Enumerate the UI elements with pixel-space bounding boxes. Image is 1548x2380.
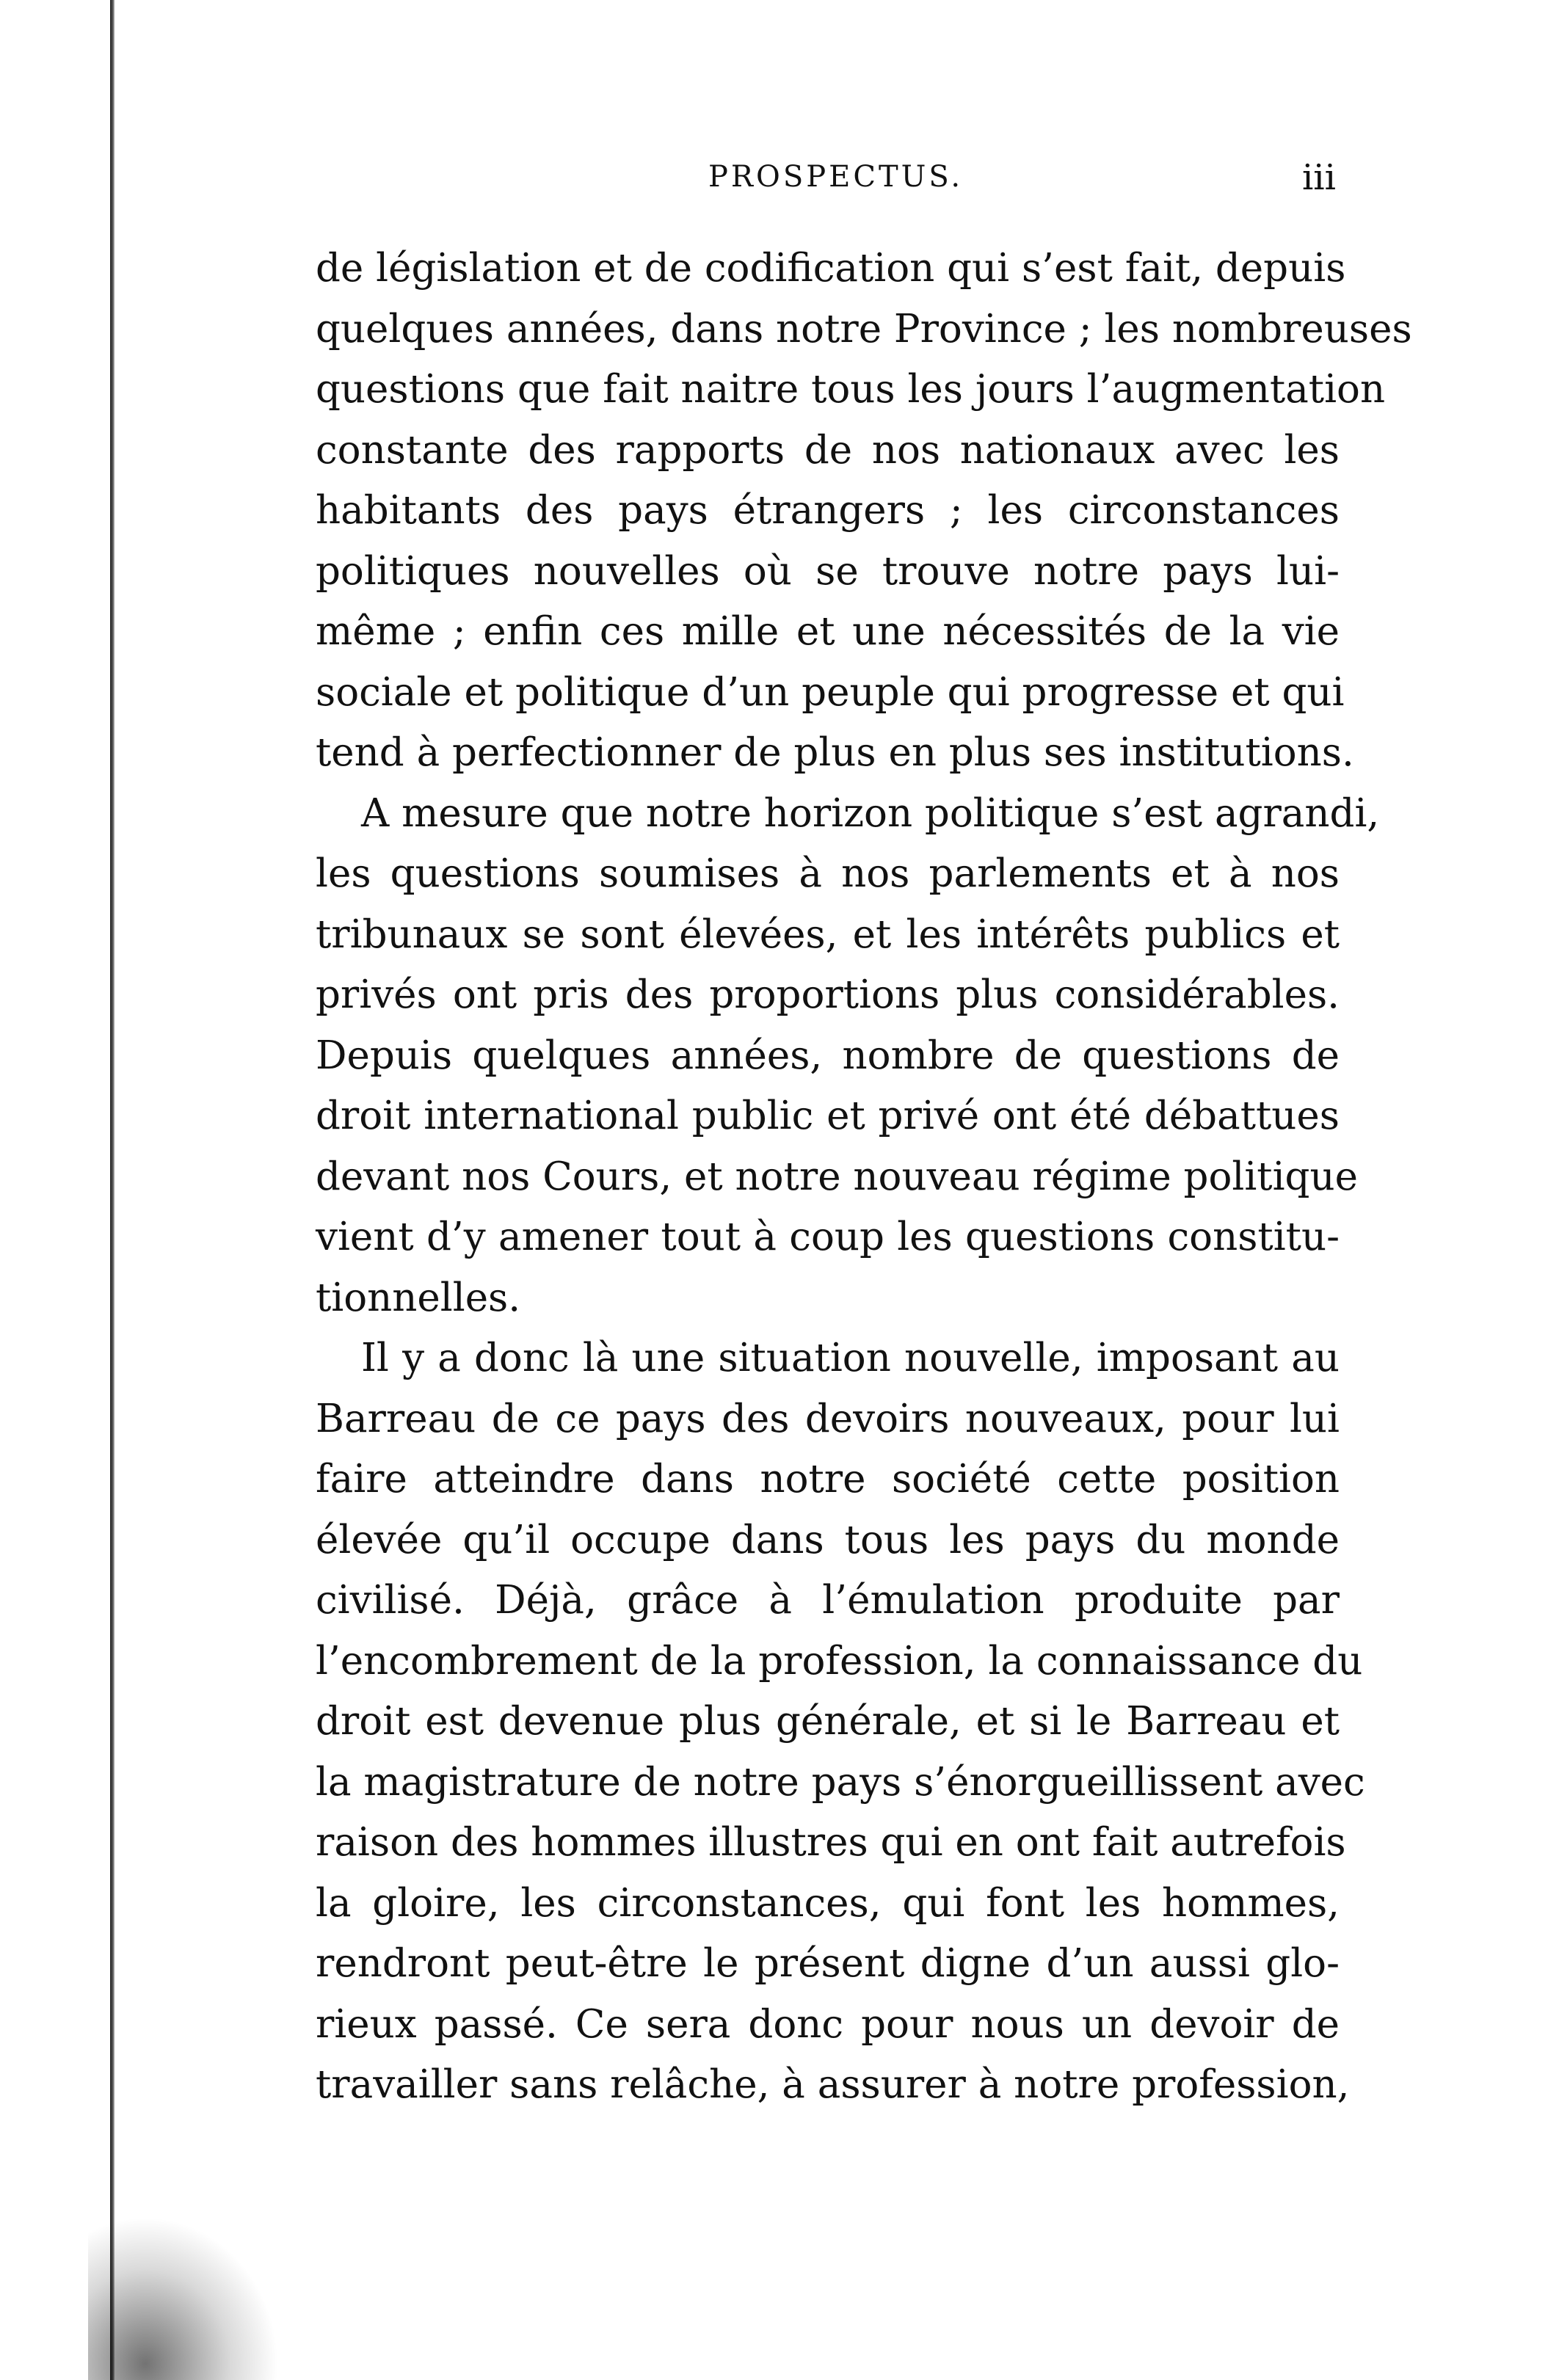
text-line: sociale et politique d’un peuple qui progresse et qui [316,669,1345,715]
binding-edge-shadow [110,0,115,2380]
text-line: droit est devenue plus générale, et si le Barreau et [316,1699,1340,1744]
text-line: Barreau de ce pays des devoirs nouveaux, pour lui [316,1396,1340,1441]
page-number: iii [1301,157,1336,198]
running-title: PROSPECTUS. [708,160,964,194]
text-line: A mesure que notre horizon politique s’est agrandi, [361,790,1380,836]
text-line: de législation et de codification qui s’est fait, depuis [316,246,1346,291]
paragraph-1 [316,239,1412,784]
text-line: tend à perfectionner de plus en plus ses institutions. [316,730,1354,775]
text-line: vient d’y amener tout à coup les questions constitu- [316,1215,1340,1259]
text-line: civilisé. Déjà, grâce à l’émulation produite par [316,1578,1340,1623]
running-head [323,157,1336,211]
paragraph-2 [316,784,1380,1329]
text-line: questions que fait naitre tous les jours l’augmentation [316,367,1386,412]
text-line: droit international public et privé ont été débattues [316,1093,1340,1138]
text-line: les questions soumises à nos parlements et à nos [316,851,1340,896]
text-line: même ; enfin ces mille et une nécessités de la vie [316,609,1340,654]
text-line: raison des hommes illustres qui en ont fait autrefois [316,1820,1346,1865]
text-line: constante des rapports de nos nationaux avec les [316,427,1340,473]
text-line: travailler sans relâche, à assurer à notre profession, [316,2062,1350,2107]
text-line: habitants des pays étrangers ; les circonstances [316,488,1340,533]
body-text [316,239,1412,2116]
text-line: politiques nouvelles où se trouve notre pays lui- [316,548,1340,594]
text-line: faire atteindre dans notre société cette position [316,1457,1340,1502]
text-line: élevée qu’il occupe dans tous les pays du monde [316,1517,1340,1562]
text-line: tribunaux se sont élevées, et les intérêts publics et [316,911,1340,957]
scan-smudge [88,2216,279,2380]
text-line: devant nos Cours, et notre nouveau régime politique [316,1154,1358,1199]
paragraph-3 [316,1328,1365,2116]
text-line: Depuis quelques années, nombre de questions de [316,1033,1340,1078]
text-line: tionnelles. [316,1275,521,1320]
text-line: privés ont pris des proportions plus considérables. [316,972,1340,1017]
text-line: quelques années, dans notre Province ; les nombreuses [316,306,1412,352]
text-line: Il y a donc là une situation nouvelle, imposant au [361,1336,1340,1380]
text-line: l’encombrement de la profession, la connaissance du [316,1638,1363,1684]
text-line: rieux passé. Ce sera donc pour nous un devoir de [316,2001,1340,2047]
text-line: la gloire, les circonstances, qui font les hommes, [316,1880,1340,1926]
text-line: la magistrature de notre pays s’énorgueillissent avec [316,1759,1365,1805]
text-line: rendront peut-être le présent digne d’un aussi glo- [316,1941,1340,1986]
